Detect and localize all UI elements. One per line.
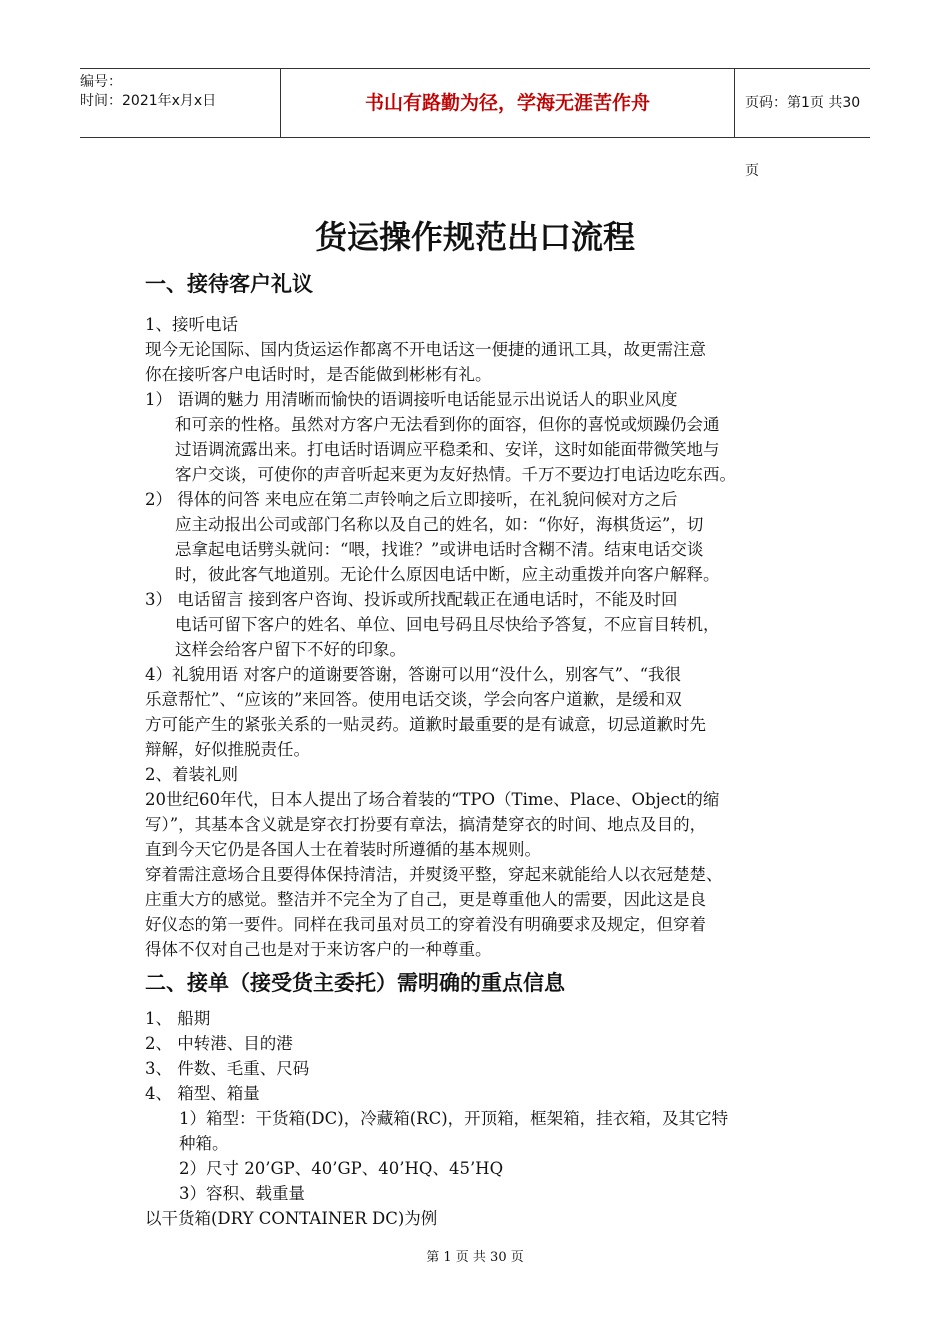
text-line: 4）礼貌用语 对客户的道谢要答谢，答谢可以用“没什么，别客气”、“我很 <box>145 665 682 684</box>
text-line: 忌拿起电话劈头就问：“喂，找谁？”或讲电话时含糊不清。结束电话交谈 <box>175 540 704 559</box>
text-line: 2）尺寸 20’GP、40’GP、40’HQ、45’HQ <box>179 1159 504 1178</box>
text-line: 写）”，其基本含义就是穿衣打扮要有章法，搞清楚穿衣的时间、地点及目的， <box>145 815 707 834</box>
text-line: 应主动报出公司或部门名称以及自己的姓名，如：“你好，海棋货运”，切 <box>175 515 704 534</box>
text-line: 2、着装礼则 <box>145 765 238 784</box>
text-line: 得体不仅对自己也是对于来访客户的一种尊重。 <box>145 940 492 959</box>
text-line: 电话可留下客户的姓名、单位、回电号码且尽快给予答复，不应盲目转机， <box>175 615 720 634</box>
list-item: 4、 箱型、箱量 <box>145 1084 260 1103</box>
page-info: 页码：第1页 共30页 <box>745 95 861 179</box>
text-line: 现今无论国际、国内货运运作都离不开电话这一便捷的通讯工具，故更需注意 <box>145 340 706 359</box>
list-item: 1、 船期 <box>145 1009 211 1028</box>
page-header <box>80 68 870 179</box>
document-title: 货运操作规范出口流程 <box>314 218 635 256</box>
text-line: 客户交谈，可使你的声音听起来更为友好热情。千万不要边打电话边吃东西。 <box>175 465 736 484</box>
text-line: 和可亲的性格。虽然对方客户无法看到你的面容，但你的喜悦或烦躁仍会通 <box>175 415 720 434</box>
text-line: 直到今天它仍是各国人士在着装时所遵循的基本规则。 <box>145 840 541 859</box>
section-1-body <box>145 312 815 962</box>
section-heading-1: 一、接待客户礼议 <box>145 272 313 296</box>
text-line: 20世纪60年代，日本人提出了场合着装的“TPO（Time、Place、Object的缩 <box>145 790 720 809</box>
text-line: 3）容积、载重量 <box>179 1184 305 1203</box>
text-line: 庄重大方的感觉。整洁并不完全为了自己，更是尊重他人的需要，因此这是良 <box>145 890 706 909</box>
number-label: 编号： <box>80 74 122 90</box>
text-line: 过语调流露出来。打电话时语调应平稳柔和、安详，这时如能面带微笑地与 <box>175 440 720 459</box>
list-item: 2、 中转港、目的港 <box>145 1034 293 1053</box>
text-line: 3） 电话留言 接到客户咨询、投诉或所找配载正在通电话时，不能及时回 <box>145 590 678 609</box>
text-line: 2） 得体的问答 来电应在第二声铃响之后立即接听，在礼貌问候对方之后 <box>145 490 678 509</box>
page-footer: 第 1 页 共 30 页 <box>426 1250 524 1265</box>
motto: 书山有路勤为径，学海无涯苦作舟 <box>280 69 735 137</box>
text-line: 辩解，好似推脱责任。 <box>145 740 310 759</box>
text-line: 乐意帮忙”、“应该的”来回答。使用电话交谈，学会向客户道歉，是缓和双 <box>145 690 682 709</box>
text-line: 时，彼此客气地道别。无论什么原因电话中断，应主动重拨并向客户解释。 <box>175 565 720 584</box>
text-line: 这样会给客户留下不好的印象。 <box>175 640 406 659</box>
text-line: 1）箱型：干货箱(DC)，冷藏箱(RC)，开顶箱，框架箱，挂衣箱，及其它特 <box>179 1109 729 1128</box>
text-line: 以干货箱(DRY CONTAINER DC)为例 <box>145 1209 438 1228</box>
text-line: 1、接听电话 <box>145 315 238 334</box>
section-heading-2: 二、接单（接受货主委托）需明确的重点信息 <box>145 971 565 995</box>
text-line: 方可能产生的紧张关系的一贴灵药。道歉时最重要的是有诚意，切忌道歉时先 <box>145 715 706 734</box>
text-line: 1） 语调的魅力 用清晰而愉快的语调接听电话能显示出说话人的职业风度 <box>145 390 678 409</box>
text-line: 种箱。 <box>179 1134 229 1153</box>
header-left-cell <box>80 69 280 137</box>
text-line: 穿着需注意场合且要得体保持清洁，并熨烫平整，穿起来就能给人以衣冠楚楚、 <box>145 865 723 884</box>
text-line: 好仪态的第一要件。同样在我司虽对员工的穿着没有明确要求及规定，但穿着 <box>145 915 706 934</box>
section-2-body <box>145 1006 815 1231</box>
text-line: 你在接听客户电话时时，是否能做到彬彬有礼。 <box>145 365 492 384</box>
date-label: 时间：2021年x月x日 <box>80 93 217 109</box>
list-item: 3、 件数、毛重、尺码 <box>145 1059 310 1078</box>
